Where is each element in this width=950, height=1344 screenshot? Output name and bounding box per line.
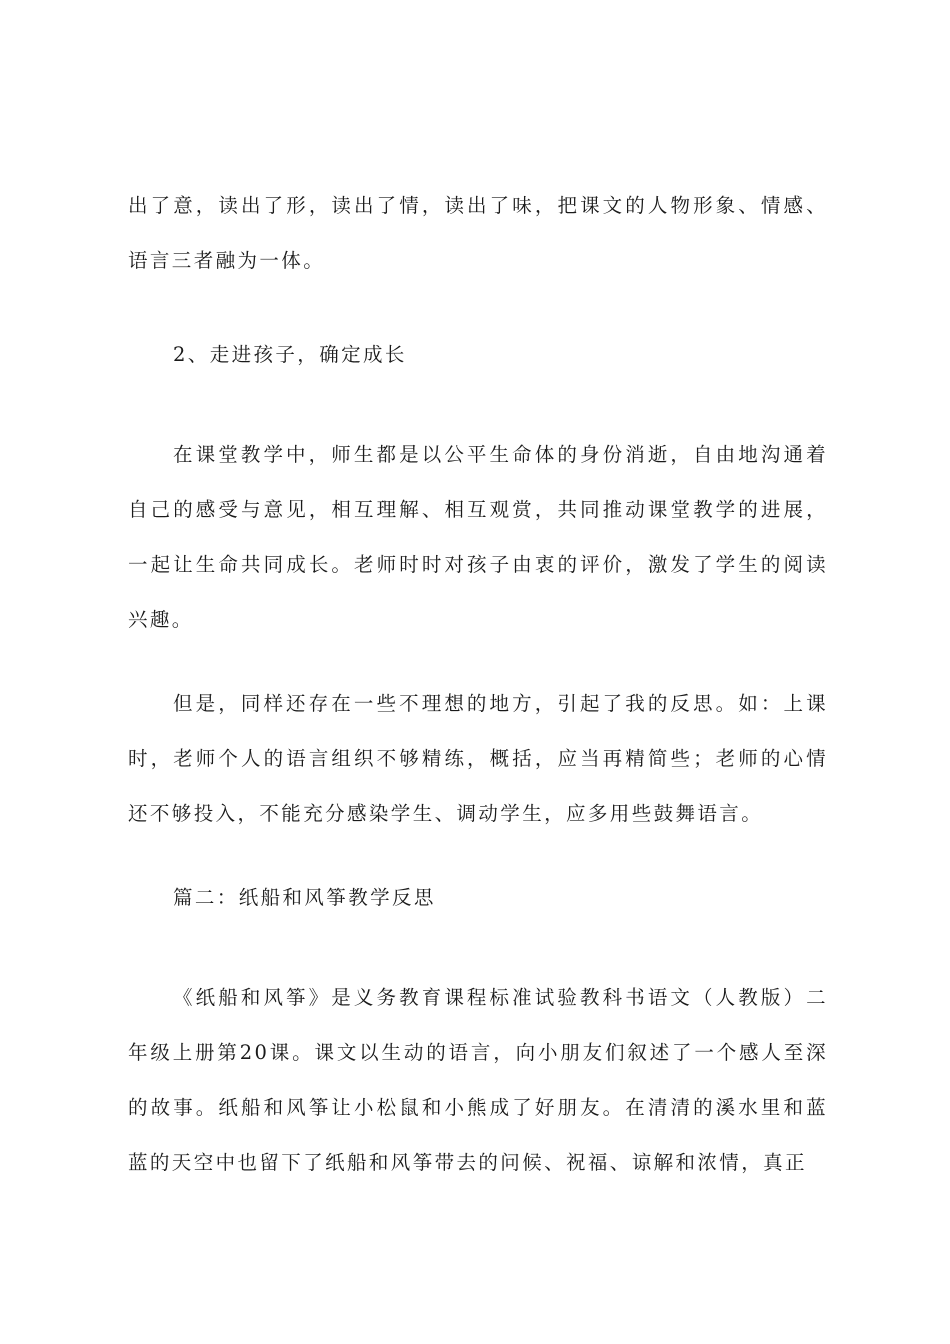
paragraph-lesson-intro: 《纸船和风筝》是义务教育课程标准试验教科书语文（人教版）二年级上册第20课。课文以生动的语言，向小朋友们叙述了一个感人至深的故事。纸船和风筝让小松鼠和小熊成了好朋友。在清清的溪水里和蓝蓝的天空中也留下了纸船和风筝带去的问候、祝福、谅解和浓情，真正 <box>128 986 828 1174</box>
paragraph-continuation: 出了意，读出了形，读出了情，读出了味，把课文的人物形象、情感、语言三者融为一体。 <box>128 194 828 272</box>
paragraph-reflection: 但是，同样还存在一些不理想的地方，引起了我的反思。如：上课时，老师个人的语言组织不够精练，概括，应当再精简些；老师的心情还不够投入，不能充分感染学生、调动学生，应多用些鼓舞语言。 <box>128 692 828 825</box>
paragraph-classroom-teaching: 在课堂教学中，师生都是以公平生命体的身份消逝，自由地沟通着自己的感受与意见，相互理解、相互观赏，共同推动课堂教学的进展，一起让生命共同成长。老师时时对孩子由衷的评价，激发了学生的阅读兴趣。 <box>128 443 828 631</box>
section-heading-2: 2、走进孩子，确定成长 <box>173 343 407 366</box>
chapter-heading-part-two: 篇二：纸船和风筝教学反思 <box>173 886 436 909</box>
